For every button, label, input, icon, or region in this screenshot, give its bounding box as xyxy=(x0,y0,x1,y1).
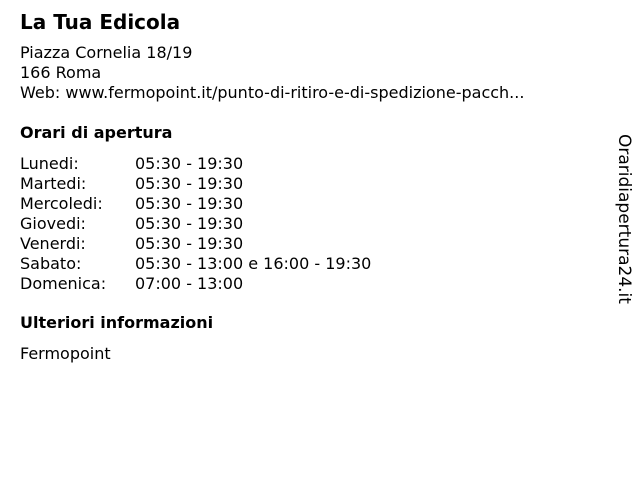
hours-row-monday xyxy=(20,154,371,174)
time-range: 05:30 - 13:00 e 16:00 - 19:30 xyxy=(135,254,372,273)
day-label: Sabato: xyxy=(20,254,82,273)
site-brand-vertical: Oraridiapertura24.it xyxy=(614,134,634,304)
opening-hours-heading: Orari di apertura xyxy=(20,123,173,142)
street-address: Piazza Cornelia 18/19 xyxy=(20,43,193,62)
day-label: Martedi: xyxy=(20,174,87,193)
hours-row-thursday xyxy=(20,214,371,234)
opening-hours-list xyxy=(20,154,371,294)
day-label: Mercoledi: xyxy=(20,194,103,213)
time-range: 05:30 - 19:30 xyxy=(135,214,244,233)
website: Web: www.fermopoint.it/punto-di-ritiro-e-di-spedizione-pacch... xyxy=(20,83,525,102)
day-label: Venerdi: xyxy=(20,234,86,253)
city: 166 Roma xyxy=(20,63,102,82)
time-range: 05:30 - 19:30 xyxy=(135,234,244,253)
hours-row-saturday xyxy=(20,254,371,274)
store-address xyxy=(20,43,600,103)
time-range: 05:30 - 19:30 xyxy=(135,194,244,213)
hours-row-tuesday xyxy=(20,174,371,194)
hours-row-sunday xyxy=(20,274,371,294)
day-label: Domenica: xyxy=(20,274,107,293)
hours-row-friday xyxy=(20,234,371,254)
hours-row-wednesday xyxy=(20,194,371,214)
day-label: Giovedi: xyxy=(20,214,86,233)
store-name: La Tua Edicola xyxy=(20,10,181,34)
additional-info-text: Fermopoint xyxy=(20,344,111,363)
time-range: 05:30 - 19:30 xyxy=(135,154,244,173)
time-range: 05:30 - 19:30 xyxy=(135,174,244,193)
time-range: 07:00 - 13:00 xyxy=(135,274,244,293)
additional-info-heading: Ulteriori informazioni xyxy=(20,313,214,332)
day-label: Lunedi: xyxy=(20,154,79,173)
